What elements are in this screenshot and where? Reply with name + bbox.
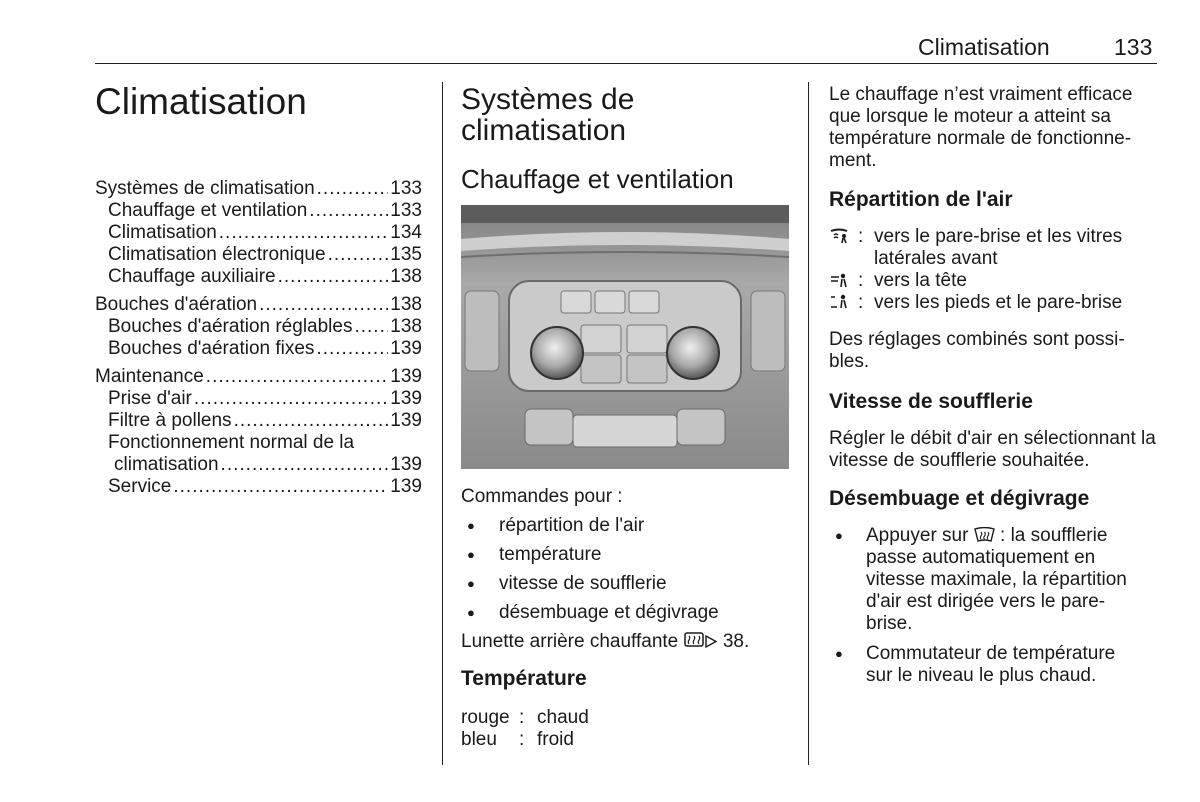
page-number: 133 <box>1114 34 1153 60</box>
toc-entry[interactable] <box>95 244 422 266</box>
separator: : <box>858 226 864 247</box>
toc-entry-page: 133 <box>390 178 422 199</box>
toc-entry-page: 139 <box>390 454 422 475</box>
list-item: ● vitesse de soufflerie <box>461 573 796 595</box>
fan-speed-heading: Vitesse de soufflerie <box>829 390 1033 413</box>
list-item: ● Commutateur de température sur le niveau le plus chaud. <box>829 643 1144 687</box>
toc-entry[interactable] <box>95 294 422 316</box>
toc-entry-label: Bouches d'aération <box>95 294 258 315</box>
toc-entry-label: Maintenance <box>95 366 204 387</box>
toc-entry[interactable] <box>95 222 422 244</box>
temperature-separator: : <box>519 729 525 750</box>
toc-entry[interactable] <box>95 178 422 200</box>
toc-entry[interactable] <box>95 454 422 476</box>
toc-entry-label: Bouches d'aération fixes <box>108 338 315 359</box>
toc-entry[interactable] <box>95 410 422 432</box>
temperature-separator: : <box>519 707 525 728</box>
separator: : <box>858 292 864 313</box>
toc-entry-label: Chauffage auxiliaire <box>108 266 276 287</box>
climate-control-panel-photo <box>461 205 789 469</box>
toc-entry[interactable] <box>95 200 422 222</box>
table-of-contents <box>95 178 422 504</box>
toc-entry-label: climatisation <box>114 454 219 475</box>
toc-entry[interactable] <box>95 476 422 498</box>
toc-entry-label: Climatisation <box>108 222 217 243</box>
toc-entry-page: 139 <box>390 338 422 359</box>
toc-entry[interactable] <box>95 338 422 360</box>
section-title: Systèmes de climatisation <box>461 83 635 147</box>
subsection-title: Chauffage et ventilation <box>461 164 734 194</box>
temperature-value: chaud <box>537 707 589 728</box>
air-distribution-text: vers les pieds et le pare-brise <box>874 292 1123 313</box>
defrost-list <box>829 525 1144 694</box>
column-divider-right <box>808 82 809 765</box>
rear-window-text: Lunette arrière chauffante <box>461 631 679 652</box>
toc-entry-label: Prise d'air <box>108 388 192 409</box>
toc-entry-page: 138 <box>390 266 422 287</box>
rear-window-heater-icon <box>684 632 704 649</box>
air-distribution-heading: Répartition de l'air <box>829 188 1013 211</box>
toc-entry-page: 133 <box>390 200 422 221</box>
air-distribution-text: vers le pare-brise et les vitres latérales avant <box>874 226 1123 269</box>
defrost-heading: Désembuage et dégivrage <box>829 487 1090 510</box>
air-distribution-item <box>829 226 1159 270</box>
toc-entry-label: Service <box>108 476 172 497</box>
air-distribution-text: vers la tête <box>874 270 967 291</box>
controls-list <box>461 515 796 631</box>
temperature-row <box>461 707 589 729</box>
temperature-value: froid <box>537 729 574 750</box>
toc-entry-label: Systèmes de climatisation <box>95 178 315 199</box>
intro-paragraph: Le chauffage n’est vraiment efficace que lorsque le moteur a atteint sa température normale de fonctionne-ment. <box>829 84 1133 171</box>
temperature-key: bleu <box>461 729 497 750</box>
toc-entry-page: 138 <box>390 294 422 315</box>
toc-entry-page: 138 <box>390 316 422 337</box>
toc-entry[interactable] <box>95 316 422 338</box>
defrost-item-text: : la soufflerie passe automatiquement en vitesse maximale, la répartition d'air est dirigée vers le pare-brise. <box>866 525 1127 634</box>
controls-intro: Commandes pour : <box>461 486 623 507</box>
toc-entry-label: Chauffage et ventilation <box>108 200 308 221</box>
list-item: ● température <box>461 544 796 566</box>
toc-entry-label: Climatisation électronique <box>108 244 326 265</box>
toc-entry-label: Bouches d'aération réglables <box>108 316 353 337</box>
temperature-heading: Température <box>461 667 587 690</box>
windscreen-airflow-icon <box>829 228 849 244</box>
fan-speed-text: Régler le débit d'air en sélectionnant la vitesse de soufflerie souhaitée. <box>829 428 1156 471</box>
toc-entry-page: 139 <box>390 410 422 431</box>
toc-entry-page: 135 <box>390 244 422 265</box>
feet-windscreen-airflow-icon <box>829 294 849 310</box>
chapter-title: Climatisation <box>95 81 307 122</box>
toc-entry-label: Fonctionnement normal de la <box>108 432 355 453</box>
defrost-item-prefix: Appuyer sur <box>866 525 969 546</box>
list-item <box>829 525 1144 635</box>
toc-entry-label: Filtre à pollens <box>108 410 232 431</box>
running-header-title: Climatisation <box>918 34 1050 60</box>
rear-window-reference <box>461 631 796 653</box>
combined-settings-note: Des réglages combinés sont possi-bles. <box>829 329 1125 372</box>
temperature-key: rouge <box>461 707 510 728</box>
toc-entry[interactable] <box>95 266 422 288</box>
page-reference[interactable]: 38. <box>722 631 750 652</box>
toc-entry[interactable] <box>95 432 422 454</box>
toc-entry-page: 139 <box>390 388 422 409</box>
defrost-icon <box>974 527 995 543</box>
header-rule <box>95 63 1157 64</box>
page-reference-icon <box>704 634 718 649</box>
toc-entry-page: 139 <box>390 476 422 497</box>
separator: : <box>858 270 864 291</box>
column-divider-left <box>442 82 443 765</box>
toc-entry[interactable] <box>95 388 422 410</box>
toc-entry-page: 134 <box>390 222 422 243</box>
toc-entry-page: 139 <box>390 366 422 387</box>
air-distribution-item <box>829 292 1159 314</box>
air-distribution-item <box>829 270 1159 292</box>
list-item: ● répartition de l'air <box>461 515 796 537</box>
list-item: ● désembuage et dégivrage <box>461 602 796 624</box>
temperature-row <box>461 729 574 751</box>
head-airflow-icon <box>829 272 849 288</box>
toc-entry[interactable] <box>95 366 422 388</box>
